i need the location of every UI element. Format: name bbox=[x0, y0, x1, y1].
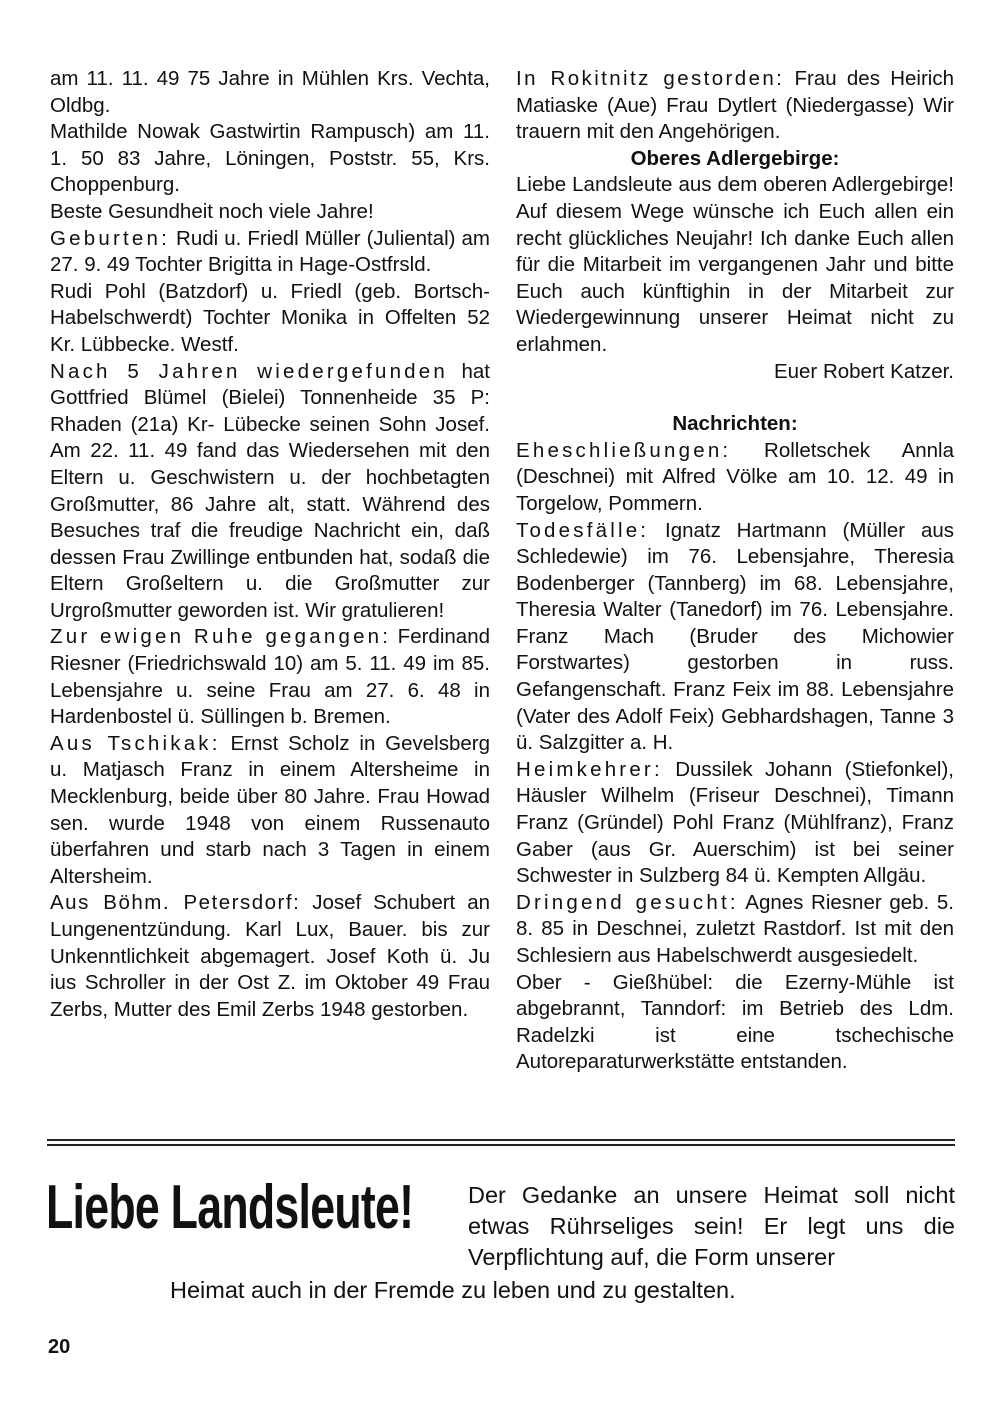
deaths-text: Ignatz Hartmann (Müller aus Schledewie) im 76. Lebensjahre, Theresia Bodenberger (Tannberg) im 68. Lebensjahre, Theresia Walter (Tanedorf) im 76. Lebensjahre. Franz Mach (Bruder des Michowier Forstwartes) gestorben in russ. Gefangenschaft. Franz Feix im 88. Lebensjahre (Vater des Adolf Feix) Gebhardshagen, Tanne 3 ü. Salzgitter a. H. bbox=[516, 518, 954, 755]
left-column bbox=[50, 66, 490, 1023]
wanted-label: Dringend gesucht: bbox=[516, 890, 739, 914]
births-text: Rudi u. Friedl Müller (Juliental) am 27. 9. 49 Tochter Brigitta in Hage-Ostfrsld. bbox=[50, 226, 490, 277]
tschikak-paragraph bbox=[50, 731, 490, 891]
rokitnitz-label: In Rokitnitz gestorden: bbox=[516, 67, 785, 90]
petersdorf-paragraph bbox=[50, 890, 490, 1023]
reunion-text: hat Gottfried Blümel (Bielei) Tonnenheide 35 P: Rhaden (21a) Kr- Lübecke seinen Sohn Josef. Am 22. 11. 49 fand das Wiedersehen mit den Eltern u. Geschwistern u. der hochbetagten Großmutter, 86 Jahre alt, statt. Während des Besuches traf die freudige Nachricht ein, daß dessen Frau Zwillinge entbunden hat, sodaß die Eltern Großeltern u. die Großmutter zur Urgroßmutter geworden ist. Wir gratulieren! bbox=[50, 359, 490, 622]
birthday-entry-1: am 11. 11. 49 75 Jahre in Mühlen Krs. Vechta, Oldbg. bbox=[50, 67, 490, 117]
returnees-paragraph bbox=[516, 757, 954, 890]
right-column bbox=[516, 66, 954, 1076]
banner-title: Liebe Landsleute! bbox=[46, 1173, 414, 1242]
marriages-paragraph bbox=[516, 438, 954, 518]
births-label: Geburten: bbox=[50, 226, 170, 250]
birthday-entry-2: Mathilde Nowak Gastwirtin Rampusch) am 11. 1. 50 83 Jahre, Löningen, Poststr. 55, Krs. Choppenburg. bbox=[50, 120, 490, 197]
deaths-paragraph bbox=[516, 518, 954, 757]
adlergebirge-text: Liebe Landsleute aus dem oberen Adlergebirge! Auf diesem Wege wünsche ich Euch allen ein recht glückliches Neujahr! Ich danke Euch allen für die Mitarbeit im vergangenen Jahr und bitte Euch auch künftighin in der Mitarbeit zur Wiedergewinnung unserer Heimat nicht zu erlahmen. bbox=[516, 173, 954, 356]
marriages-label: Eheschließungen: bbox=[516, 438, 732, 462]
deaths-label: Todesfälle: bbox=[516, 518, 650, 542]
births-paragraph-2: Rudi Pohl (Batzdorf) u. Friedl (geb. Bortsch-Habelschwerdt) Tochter Monika in Offelten 52 Kr. Lübbecke. Westf. bbox=[50, 279, 490, 356]
divider-rule-top bbox=[47, 1139, 955, 1141]
page-number: 20 bbox=[48, 1336, 71, 1358]
eternal-rest-text: Ferdinand Riesner (Friedrichswald 10) am 5. 11. 49 im 85. Lebensjahre u. seine Frau am 27. 6. 48 in Hardenbostel ü. Süllingen b. Bremen. bbox=[50, 625, 490, 729]
returnees-text: Dussilek Johann (Stiefonkel), Häusler Wilhelm (Friseur Deschnei), Timann Franz (Gründel) Pohl Franz (Mühlfranz), Franz Gaber (aus Gr. Auerschim) ist bei seiner Schwester in Sulzberg 84 ü. Kempten Allgäu. bbox=[516, 757, 954, 888]
wanted-paragraph bbox=[516, 890, 954, 970]
news-heading: Nachrichten: bbox=[672, 412, 798, 436]
tschikak-label: Aus Tschikak: bbox=[50, 731, 221, 755]
rokitnitz-text: Frau des Heirich Matiaske (Aue) Frau Dytlert (Niedergasse) Wir trauern mit den Angehörigen. bbox=[516, 67, 954, 144]
reunion-paragraph bbox=[50, 359, 490, 625]
eternal-rest-label: Zur ewigen Ruhe gegangen: bbox=[50, 625, 392, 649]
marriages-text: Rolletschek Annla (Deschnei) mit Alfred Völke am 10. 12. 49 in Torgelow, Pommern. bbox=[516, 438, 954, 515]
wanted-text: Agnes Riesner geb. 5. 8. 85 in Deschnei, zuletzt Rastdorf. Ist mit den Schlesiern aus Habelschwerdt ausgesiedelt. bbox=[516, 890, 954, 967]
eternal-rest-paragraph bbox=[50, 624, 490, 730]
petersdorf-label: Aus Böhm. Petersdorf: bbox=[50, 891, 301, 915]
section-gap bbox=[516, 385, 954, 411]
births-paragraph bbox=[50, 226, 490, 279]
giesshuebel-paragraph: Ober - Gießhübel: die Ezerny-Mühle ist abgebrannt, Tanndorf: im Betrieb des Ldm. Radelzki ist eine tschechische Autoreparaturwerkstätte entstanden. bbox=[516, 970, 954, 1074]
adlergebirge-heading: Oberes Adlergebirge: bbox=[630, 146, 840, 170]
reunion-label: Nach 5 Jahren wiedergefunden bbox=[50, 359, 448, 383]
divider-rule-bottom bbox=[47, 1144, 955, 1146]
banner-last-line: Heimat auch in der Fremde zu leben und zu gestalten. bbox=[170, 1277, 736, 1303]
signature: Euer Robert Katzer. bbox=[773, 359, 954, 383]
banner-text: Der Gedanke an unsere Heimat soll nicht etwas Rührseliges sein! Er legt uns die Verpflichtung auf, die Form unserer bbox=[468, 1182, 955, 1270]
returnees-label: Heimkehrer: bbox=[516, 757, 663, 781]
rokitnitz-paragraph bbox=[516, 66, 954, 146]
tschikak-text: Ernst Scholz in Gevelsberg u. Matjasch Franz in einem Altersheime in Mecklenburg, beide über 80 Jahre. Frau Howad sen. wurde 1948 von einem Russenauto überfahren und starb nach 3 Tagen in einem Altersheim. bbox=[50, 731, 490, 888]
wishes-line: Beste Gesundheit noch viele Jahre! bbox=[50, 199, 374, 223]
petersdorf-text: Josef Schubert an Lungenentzündung. Karl Lux, Bauer. bis zur Unkenntlichkeit abgemagert. Josef Koth ü. Ju ius Schroller in der Ost Z. im Oktober 49 Frau Zerbs, Mutter des Emil Zerbs 1948 gestorben. bbox=[50, 891, 490, 1021]
